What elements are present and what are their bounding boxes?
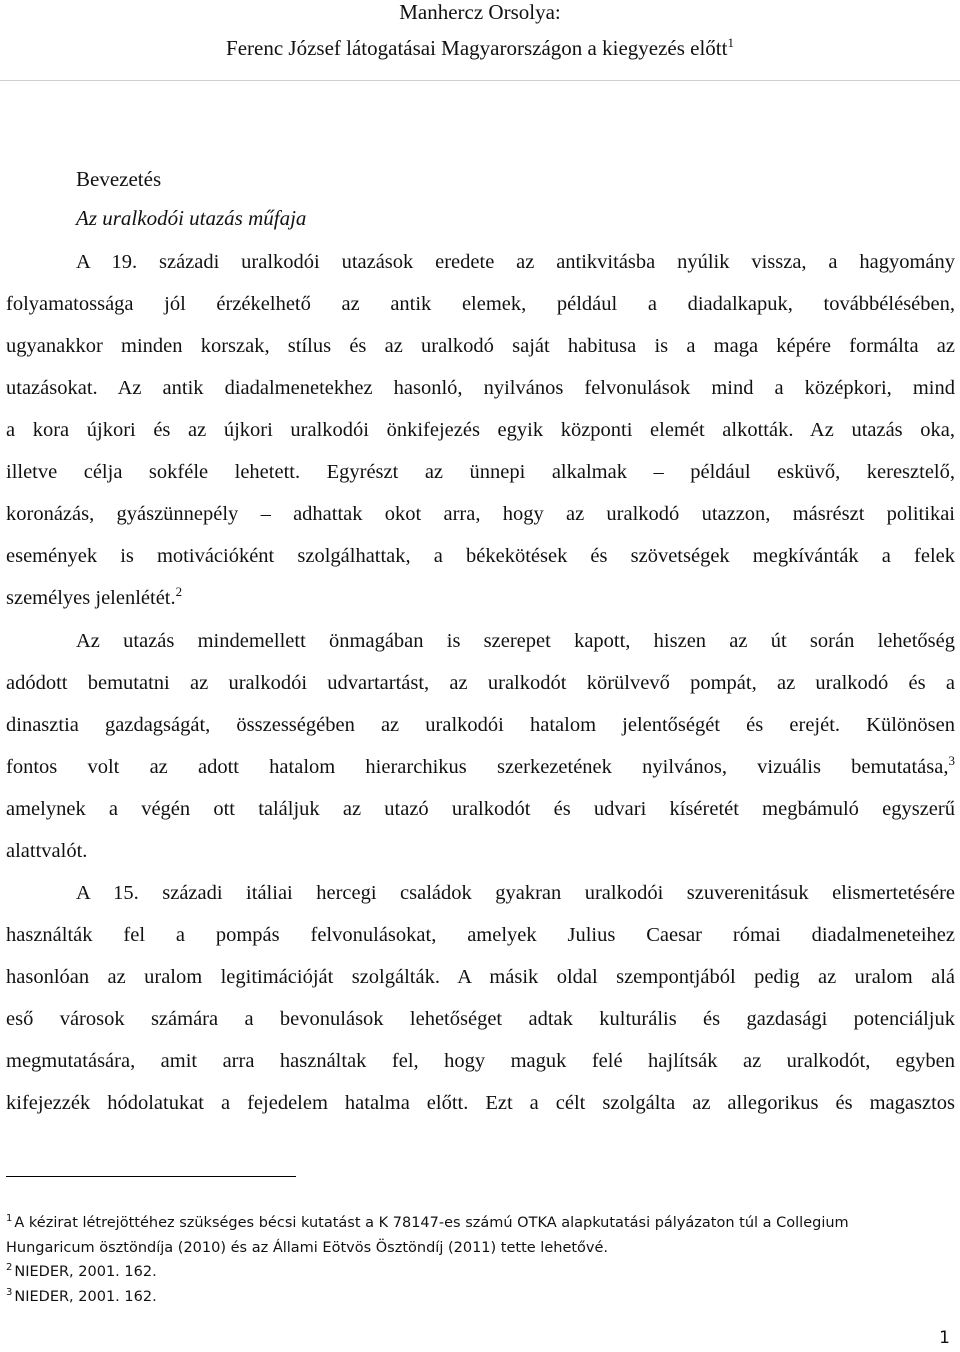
header-divider xyxy=(0,80,960,81)
body-line-17: használták fel a pompás felvonulásokat, amelyek Julius Caesar római diadalmeneteihez xyxy=(6,924,955,946)
footnote-divider xyxy=(6,1176,296,1177)
body-line-9-text: személyes jelenlétét. xyxy=(6,587,176,609)
footnote-1 xyxy=(6,1215,849,1231)
body-line-13 xyxy=(6,753,955,779)
body-line-1: A 19. századi uralkodói utazások eredete az antikvitásba nyúlik vissza, a hagyomány xyxy=(76,251,955,273)
body-line-18: hasonlóan az uralom legitimációját szolgálták. A másik oldal szempontjából pedig az uralom alá xyxy=(6,966,955,988)
author-line xyxy=(0,0,960,25)
body-line-14: amelynek a végén ott találjuk az utazó uralkodót és udvari kíséretét megbámuló egyszerű xyxy=(6,798,955,820)
footnote-number: 1 xyxy=(6,1213,13,1225)
section-heading: Bevezetés xyxy=(76,167,162,191)
body-line-13-text: fontos volt az adott hatalom hierarchikus szerkezetének nyilvános, vizuális bemutatása, xyxy=(6,756,949,778)
body-line-19: eső városok számára a bevonulások lehetőséget adtak kulturális és gazdasági potenciáljuk xyxy=(6,1008,955,1030)
subsection-heading: Az uralkodói utazás műfaja xyxy=(76,206,307,230)
body-line-12: dinasztia gazdagságát, összességében az uralkodói hatalom jelentőségét és erejét. Különösen xyxy=(6,714,955,736)
body-line-15: alattvalót. xyxy=(6,840,88,862)
body-line-3: ugyanakkor minden korszak, stílus és az uralkodó saját habitusa is a maga képére formálta az xyxy=(6,335,955,357)
paper-title-text: Ferenc József látogatásai Magyarországon a kiegyezés előtt xyxy=(226,36,728,60)
body-line-11: adódott bemutatni az uralkodói udvartartást, az uralkodót körülvevő pompát, az uralkodó és a xyxy=(6,672,955,694)
footnote-number: 2 xyxy=(6,1262,13,1274)
paper-title xyxy=(0,36,960,61)
page-number: 1 xyxy=(939,1328,950,1348)
body-line-16: A 15. századi itáliai hercegi családok gyakran uralkodói szuverenitásuk elismertetésére xyxy=(76,882,955,904)
footnote-3 xyxy=(6,1289,157,1305)
body-line-21: kifejezzék hódolatukat a fejedelem hatalma előtt. Ezt a célt szolgálta az allegorikus és magasztos xyxy=(6,1092,955,1114)
body-line-7: koronázás, gyászünnepély – adhattak okot arra, hogy az uralkodó utazzon, másrészt politikai xyxy=(6,503,955,525)
author-name: Manhercz Orsolya: xyxy=(399,0,561,24)
body-line-10: Az utazás mindemellett önmagában is szerepet kapott, hiszen az út során lehetőség xyxy=(76,630,955,652)
body-line-6: illetve célja sokféle lehetett. Egyrészt az ünnepi alkalmak – például esküvő, keresztelő, xyxy=(6,461,955,483)
footnote-text: NIEDER, 2001. 162. xyxy=(14,1289,157,1305)
body-line-20: megmutatására, amit arra használtak fel, hogy maguk felé hajlítsák az uralkodót, egyben xyxy=(6,1050,955,1072)
body-line-4: utazásokat. Az antik diadalmenetekhez hasonló, nyilvános felvonulások mind a középkori, mind xyxy=(6,377,955,399)
footnote-ref-3[interactable]: 3 xyxy=(948,753,955,769)
body-line-5: a kora újkori és az újkori uralkodói önkifejezés egyik központi elemét alkották. Az utazás oka, xyxy=(6,419,955,441)
footnote-text: NIEDER, 2001. 162. xyxy=(14,1264,157,1280)
footnote-text: A kézirat létrejöttéhez szükséges bécsi kutatást a K 78147-es számú OTKA alapkutatási pályázaton túl a Collegium xyxy=(14,1215,849,1231)
footnote-text: Hungaricum ösztöndíja (2010) és az Állami Eötvös Ösztöndíj (2011) tette lehetővé. xyxy=(6,1240,609,1256)
footnote-1-continued xyxy=(6,1240,608,1256)
footnote-2 xyxy=(6,1264,157,1280)
footnote-ref-2[interactable]: 2 xyxy=(175,584,183,600)
body-line-2: folyamatossága jól érzékelhető az antik elemek, például a diadalkapuk, továbbélésében, xyxy=(6,293,955,315)
footnote-ref-1[interactable]: 1 xyxy=(727,35,734,50)
body-line-9 xyxy=(6,584,955,610)
footnote-number: 3 xyxy=(6,1287,13,1299)
body-line-8: események is motivációként szolgálhattak, a békekötések és szövetségek megkívánták a felek xyxy=(6,545,955,567)
